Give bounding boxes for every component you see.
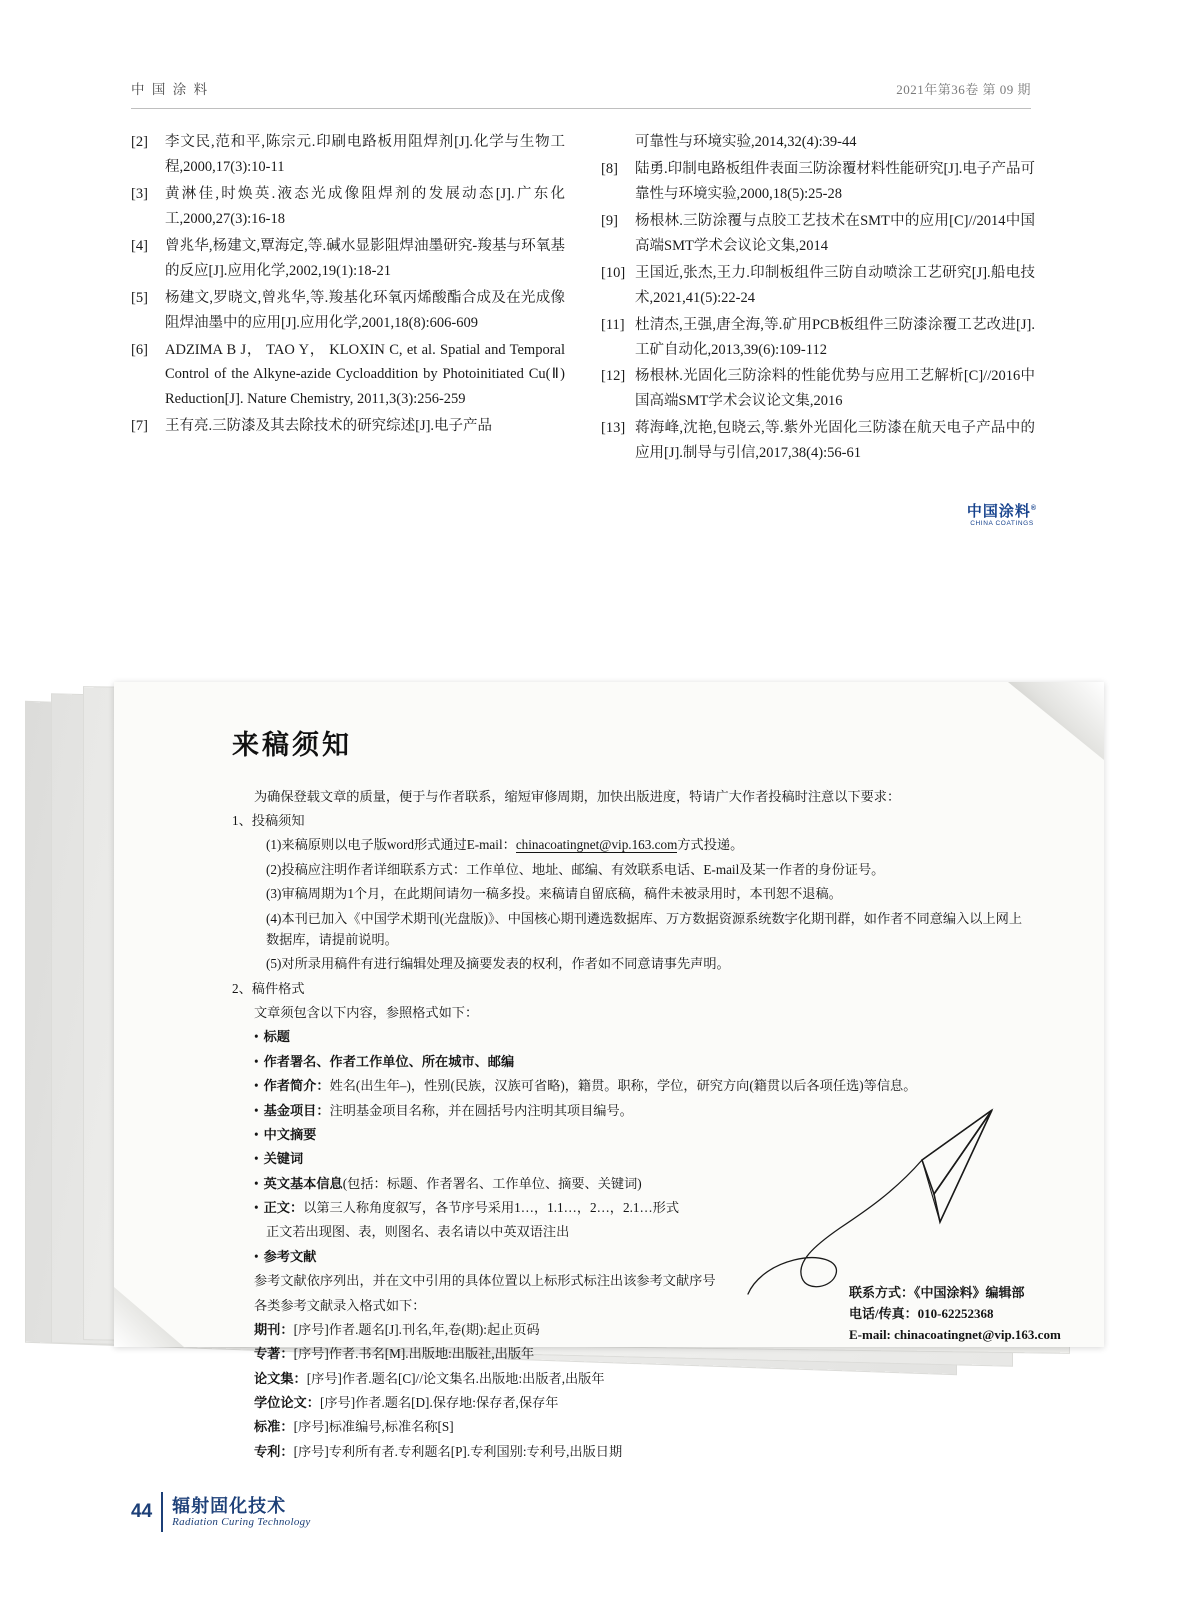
logo-cn-text (966, 504, 1038, 519)
reference-format-value: [序号]作者.题名[D].保存地:保存者,保存年 (319, 1395, 559, 1411)
format-item-label: 英文基本信息 (263, 1175, 343, 1191)
reference-item (131, 182, 565, 232)
format-item (232, 1197, 1032, 1218)
format-item-note: 正文若出现图、表，则图名、表名请以中英双语注出 (266, 1224, 570, 1240)
reference-format-value: [序号]作者.题名[J].刊名,年,卷(期):起止页码 (293, 1321, 540, 1337)
format-item (232, 1051, 1032, 1072)
references-right-column (601, 130, 1035, 468)
page-curl-bottom-left (114, 1287, 184, 1347)
reference-text: 黄淋佳,时焕英.液态光成像阻焊剂的发展动态[J].广东化工,2000,27(3):16-18 (165, 185, 565, 227)
format-item-label: 正文： (263, 1200, 304, 1216)
reference-item (601, 261, 1035, 311)
reference-number: [5] (131, 289, 148, 306)
page-footer (131, 1492, 311, 1532)
reference-format-value: [序号]作者.题名[C]//论文集名.出版地:出版者,出版年 (306, 1370, 605, 1386)
format-item-rest: 注明基金项目名称，并在圆括号内注明其项目编号。 (329, 1102, 633, 1118)
submission-notice-illustration (18, 672, 1128, 1459)
format-item-label: 中文摘要 (263, 1126, 317, 1142)
header-journal-name: 中 国 涂 料 (131, 82, 210, 97)
format-item-rest: 姓名(出生年–)，性别(民族，汉族可省略)，籍贯。职称，学位，研究方向(籍贯以后各项任选)等信息。 (329, 1078, 917, 1094)
notice-sheet (114, 682, 1104, 1459)
reference-text: 王有亮.三防漆及其去除技术的研究综述[J].电子产品 (165, 418, 493, 435)
reference-format-row (232, 1343, 1032, 1364)
notice-title: 来稿须知 (232, 730, 352, 760)
reference-text: 杨根林.三防涂覆与点胶工艺技术在SMT中的应用[C]//2014中国高端SMT学术会议论文集,2014 (635, 212, 1035, 254)
reference-number: [11] (601, 316, 625, 333)
logo-cn-label: 中国涂料 (966, 503, 1031, 520)
reference-format-label: 标准： (254, 1419, 294, 1435)
reference-text: 杜清杰,王强,唐全海,等.矿用PCB板组件三防漆涂覆工艺改进[J].工矿自动化,2013,39(6):109-112 (635, 316, 1035, 358)
footer-section-cn: 辐射固化技术 (172, 1495, 287, 1516)
reference-number: [13] (601, 420, 626, 437)
reference-item (131, 234, 565, 284)
reference-format-row (232, 1368, 1032, 1389)
reference-format-row (232, 1392, 1032, 1413)
format-item (232, 1148, 1032, 1169)
reference-text: 杨根林.光固化三防涂料的性能优势与应用工艺解析[C]//2016中国高端SMT学术会议论文集,2016 (635, 368, 1035, 410)
notice-item-text-b: 方式投递。 (677, 837, 744, 853)
header-issue-info: 2021年第36卷 第 09 期 (896, 82, 1031, 97)
notice-section1-item: (2)投稿应注明作者详细联系方式：工作单位、地址、邮编、有效联系电话、E-mail及某一作者的身份证号。 (266, 861, 885, 877)
reference-note-2: 各类参考文献录入格式如下： (254, 1297, 426, 1313)
footer-section-name (172, 1496, 310, 1529)
reference-item (601, 416, 1035, 466)
references-left-column (131, 130, 565, 468)
reference-format-label: 专著： (254, 1346, 294, 1362)
contact-editorial-office: 联系方式：《中国涂料》编辑部 (849, 1285, 1025, 1300)
format-item-rest: (包括：标题、作者署名、工作单位、摘要、关键词) (342, 1175, 642, 1191)
reference-format-label: 专利： (254, 1443, 294, 1459)
header-divider (131, 108, 1031, 109)
notice-item-text-a: (1)来稿原则以电子版word形式通过E-mail： (266, 837, 516, 853)
reference-text: 可靠性与环境实验,2014,32(4):39-44 (635, 134, 857, 150)
format-item (232, 1026, 1032, 1047)
reference-number: [7] (131, 418, 148, 435)
reference-item (601, 364, 1035, 414)
page-header (131, 78, 1031, 98)
reference-item (601, 209, 1035, 259)
notice-body (232, 724, 1032, 1465)
notice-section2-title: 2、稿件格式 (232, 980, 305, 996)
reference-text: 曾兆华,杨建文,覃海定,等.碱水显影阻焊油墨研究-羧基与环氧基的反应[J].应用化学,2002,19(1):18-21 (165, 237, 565, 279)
reference-number: [12] (601, 368, 626, 385)
notice-email-link[interactable]: chinacoatingnet@vip.163.com (515, 837, 678, 853)
format-item (232, 1075, 1032, 1096)
format-item (232, 1246, 1032, 1267)
format-item-label: 参考文献 (263, 1248, 317, 1264)
reference-item (131, 286, 565, 336)
reference-format-label: 学位论文： (254, 1395, 320, 1411)
format-item-label: 基金项目： (263, 1102, 330, 1118)
reference-item (601, 157, 1035, 207)
notice-section2-lead: 文章须包含以下内容，参照格式如下： (254, 1005, 479, 1021)
contact-email[interactable]: E-mail: chinacoatingnet@vip.163.com (849, 1327, 1061, 1343)
reference-item (601, 313, 1035, 363)
reference-text: ADZIMA B J， TAO Y， KLOXIN C, et al. Spatial and Temporal Control of the Alkyne-azide Cycloaddition by Photoinitiated Cu(Ⅱ) Reduction[J]. Nature Chemistry, 2011,3(3):256-259 (165, 341, 565, 408)
reference-number: [3] (131, 185, 148, 202)
reference-number: [2] (131, 134, 148, 150)
reference-number: [10] (601, 264, 626, 281)
format-item-label: 关键词 (263, 1151, 304, 1167)
logo-trademark: ® (1030, 505, 1038, 512)
china-coatings-logo (966, 504, 1038, 528)
footer-section-en: Radiation Curing Technology (172, 1516, 311, 1529)
references-section (131, 130, 1036, 468)
reference-text: 王国近,张杰,王力.印制板组件三防自动喷涂工艺研究[J].船电技术,2021,41(5):22-24 (635, 264, 1035, 306)
reference-item-continuation (601, 130, 1035, 155)
reference-format-label: 论文集： (254, 1370, 307, 1386)
format-item (232, 1124, 1032, 1145)
logo-en-label: CHINA COATINGS (970, 520, 1034, 527)
reference-format-value: [序号]专利所有者.专利题名[P].专利国别:专利号,出版日期 (293, 1443, 623, 1459)
reference-item (131, 130, 565, 180)
notice-section1-item (232, 834, 1032, 855)
notice-section1-title: 1、投稿须知 (232, 813, 305, 829)
reference-item (131, 338, 565, 413)
reference-number: [9] (601, 212, 618, 229)
reference-item (131, 414, 565, 439)
reference-format-value: [序号]标准编号,标准名称[S] (293, 1419, 454, 1435)
footer-divider (161, 1492, 163, 1532)
reference-text: 李文民,范和平,陈宗元.印刷电路板用阻焊剂[J].化学与生物工程,2000,17(3):10-11 (165, 134, 565, 175)
contact-phone: 电话/传真：010-62252368 (849, 1306, 994, 1322)
notice-section1-item: (5)对所录用稿件有进行编辑处理及摘要发表的权利，作者如不同意请事先声明。 (266, 956, 730, 972)
reference-text: 陆勇.印制电路板组件表面三防涂覆材料性能研究[J].电子产品可靠性与环境实验,2000,18(5):25-28 (635, 160, 1035, 202)
reference-format-row (232, 1416, 1032, 1437)
format-item-rest: 以第三人称角度叙写，各节序号采用1…，1.1…，2…，2.1…形式 (303, 1200, 680, 1216)
page-number: 44 (131, 1501, 153, 1522)
reference-number: [8] (601, 160, 618, 177)
reference-number: [6] (131, 341, 148, 358)
reference-format-label: 期刊： (254, 1321, 294, 1337)
contact-block (849, 1282, 1061, 1345)
format-item-label: 作者简介： (263, 1078, 330, 1094)
format-item (232, 1173, 1032, 1194)
format-item-label: 作者署名、作者工作单位、所在城市、邮编 (263, 1053, 515, 1069)
reference-text: 杨建文,罗晓文,曾兆华,等.羧基化环氧丙烯酸酯合成及在光成像阻焊油墨中的应用[J].应用化学,2001,18(8):606-609 (165, 289, 565, 331)
reference-format-row (232, 1441, 1032, 1462)
reference-number (601, 130, 635, 155)
reference-note-1: 参考文献依序列出，并在文中引用的具体位置以上标形式标注出该参考文献序号 (254, 1273, 716, 1289)
reference-number: [4] (131, 237, 148, 254)
reference-format-value: [序号]作者.书名[M].出版地:出版社,出版年 (293, 1346, 535, 1362)
format-item-label: 标题 (263, 1029, 290, 1045)
notice-section1-item: (3)审稿周期为1个月，在此期间请勿一稿多投。来稿请自留底稿，稿件未被录用时，本刊恕不退稿。 (266, 886, 842, 902)
notice-section1-item: (4)本刊已加入《中国学术期刊(光盘版)》、中国核心期刊遴选数据库、万方数据资源系统数字化期刊群，如作者不同意编入以上网上数据库，请提前说明。 (266, 910, 1023, 947)
reference-text: 蒋海峰,沈艳,包晓云,等.紫外光固化三防漆在航天电子产品中的应用[J].制导与引信,2017,38(4):56-61 (635, 420, 1035, 462)
notice-intro: 为确保登载文章的质量，便于与作者联系，缩短审修周期，加快出版进度，特请广大作者投稿时注意以下要求： (254, 788, 901, 804)
format-item (232, 1100, 1032, 1121)
